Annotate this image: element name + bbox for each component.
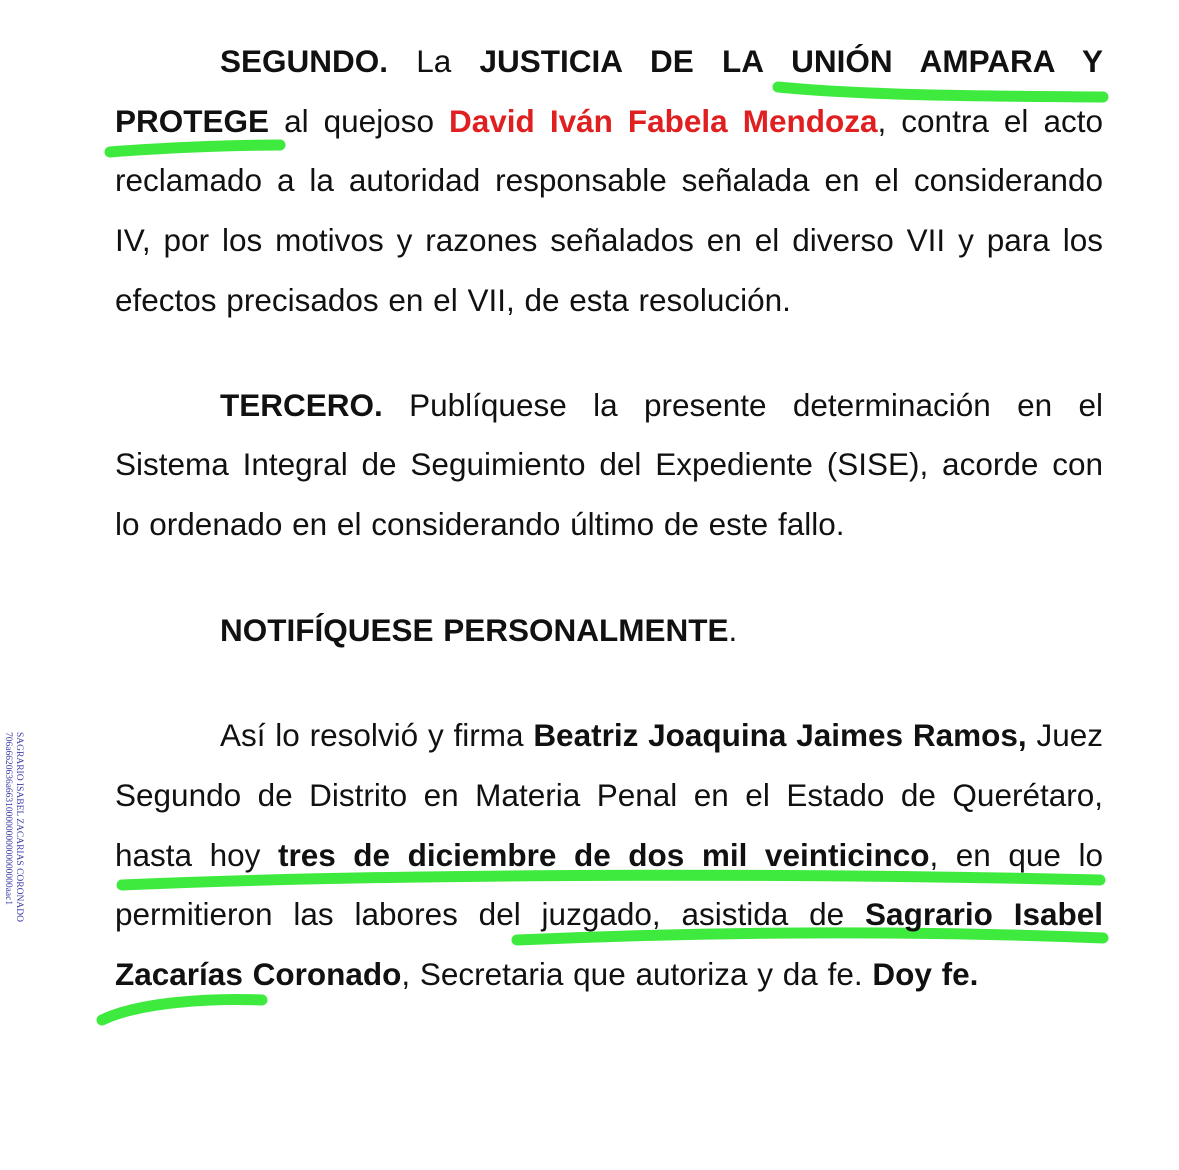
notificacion-label: NOTIFÍQUESE PERSONALMENTE <box>220 611 729 648</box>
resolution-date: tres de diciembre de dos mil veinticinco <box>277 836 930 873</box>
cierre-text-3: , en que lo permitieron las labores del juzgado, asistida de <box>115 836 1103 933</box>
cierre-text-2: Juez Segundo de Distrito en Materia Penal en el Estado de Querétaro, hasta hoy <box>115 717 1103 873</box>
tercero-label: TERCERO. <box>220 386 383 423</box>
cierre <box>115 706 1103 1005</box>
notificacion-end: . <box>728 611 738 648</box>
tercero-text: Publíquese la presente determinación en el Sistema Integral de Seguimiento del Expediente (SISE), acorde con lo ordenado en el considerando último de este fallo. <box>115 386 1103 542</box>
segundo-justicia: JUSTICIA DE LA <box>479 43 792 79</box>
notificacion <box>115 601 1103 661</box>
document-body <box>115 32 1103 1005</box>
quejoso-name: David Iván Fabela Mendoza <box>449 102 878 139</box>
judge-name: Beatriz Joaquina Jaimes Ramos, <box>533 717 1027 754</box>
cierre-text-1: Así lo resolvió y firma <box>220 717 534 754</box>
segundo-ampara-protege: UNIÓN AMPARA Y PROTEGE <box>115 43 1104 139</box>
electronic-signature-stamp <box>0 732 26 982</box>
resolutivo-segundo <box>115 32 1103 331</box>
segundo-label: SEGUNDO. <box>220 43 389 79</box>
cierre-text-4: , Secretaria que autoriza y da fe. <box>401 956 873 993</box>
segundo-text-3: , contra el acto reclamado a la autoridad responsable señalada en el considerando IV, por los motivos y razones señalados en el diverso VII y para los efectos precisados en el VII, de esta resolución. <box>115 102 1103 318</box>
secretary-name: Sagrario Isabel Zacarías Coronado <box>115 896 1103 993</box>
resolutivo-tercero <box>115 376 1103 555</box>
stamp-hash: 706a6620636a663100000000000000000aac1 <box>3 732 14 906</box>
segundo-text-2: al quejoso <box>269 102 450 139</box>
doy-fe: Doy fe. <box>872 956 979 993</box>
stamp-signer: SAGRARIO ISABEL ZACARIAS CORONADO <box>14 732 24 922</box>
segundo-text-1: La <box>388 43 480 79</box>
